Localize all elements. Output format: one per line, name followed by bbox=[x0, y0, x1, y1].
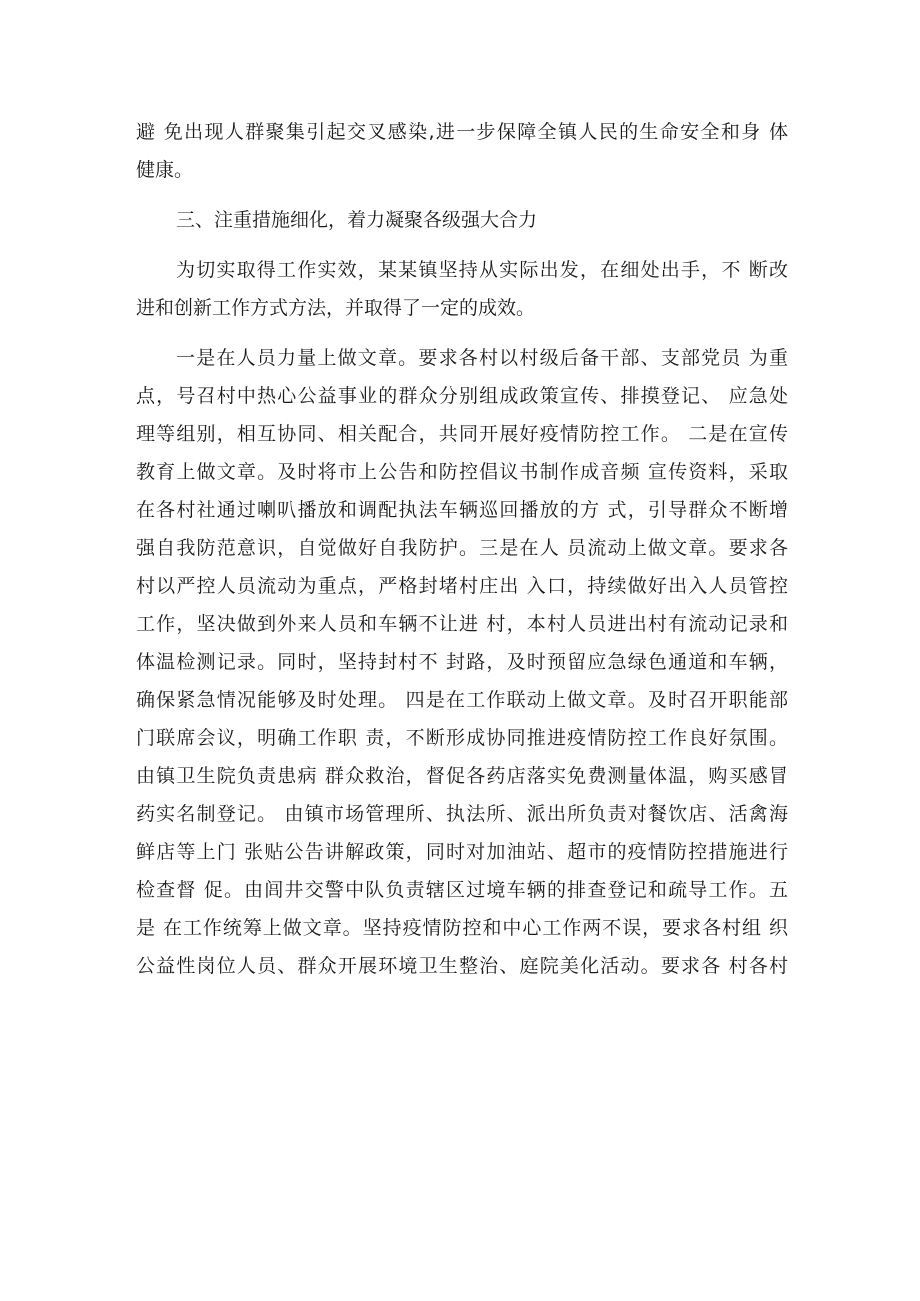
text-line: 进和创新工作方式方法，并取得了一定的成效。 bbox=[136, 297, 536, 319]
text-line: 点，号召村中热心公益事业的群众分别组成政策宣传、排摸登记、 应急处 bbox=[136, 385, 788, 407]
text-line: 药实名制登记。 由镇市场管理所、执法所、派出所负责对餐饮店、活禽海 bbox=[136, 803, 788, 825]
document-body bbox=[136, 117, 788, 989]
text-line: 门联席会议，明确工作职 责，不断形成协同推进疫情防控工作良好氛围。 bbox=[136, 727, 788, 749]
text-line: 是 在工作统筹上做文章。坚持疫情防控和中心工作两不误，要求各村组 织 bbox=[136, 917, 788, 939]
text-line: 健康。 bbox=[136, 159, 194, 181]
text-line: 强自我防范意识，自觉做好自我防护。三是在人 员流动上做文章。要求各 bbox=[136, 537, 788, 559]
text-line: 避 免出现人群聚集引起交叉感染,进一步保障全镇人民的生命安全和身 体 bbox=[136, 121, 788, 143]
text-line: 鲜店等上门 张贴公告讲解政策，同时对加油站、超市的疫情防控措施进行 bbox=[136, 841, 788, 863]
text-line: 村以严控人员流动为重点，严格封堵村庄出 入口，持续做好出入人员管控 bbox=[136, 575, 788, 597]
text-line: 体温检测记录。同时，坚持封村不 封路，及时预留应急绿色通道和车辆， bbox=[136, 651, 788, 673]
heading-text: 三、注重措施细化，着力凝聚各级强大合力 bbox=[176, 209, 538, 231]
text-line: 公益性岗位人员、群众开展环境卫生整治、庭院美化活动。要求各 村各村 bbox=[136, 955, 788, 977]
text-line: 确保紧急情况能够及时处理。 四是在工作联动上做文章。及时召开职能部 bbox=[136, 689, 788, 711]
text-line: 工作，坚决做到外来人员和车辆不让进 村，本村人员进出村有流动记录和 bbox=[136, 613, 788, 635]
text-line: 由镇卫生院负责患病 群众救治，督促各药店落实免费测量体温，购买感冒 bbox=[136, 765, 788, 787]
text-line: 检查督 促。由闾井交警中队负责辖区过境车辆的排查登记和疏导工作。五 bbox=[136, 879, 788, 901]
paragraph-continuation bbox=[136, 117, 788, 193]
paragraph-measures bbox=[136, 343, 788, 989]
section-heading bbox=[136, 205, 788, 243]
text-line: 教育上做文章。及时将市上公告和防控倡议书制作成音频 宣传资料，采取 bbox=[136, 461, 788, 483]
text-line: 一是在人员力量上做文章。要求各村以村级后备干部、支部党员 为重 bbox=[176, 347, 788, 369]
text-line: 为切实取得工作实效，某某镇坚持从实际出发，在细处出手，不 断改 bbox=[176, 259, 788, 281]
text-line: 在各村社通过喇叭播放和调配执法车辆巡回播放的方 式，引导群众不断增 bbox=[136, 499, 788, 521]
paragraph-intro bbox=[136, 255, 788, 331]
text-line: 理等组别，相互协同、相关配合，共同开展好疫情防控工作。 二是在宣传 bbox=[136, 423, 788, 445]
